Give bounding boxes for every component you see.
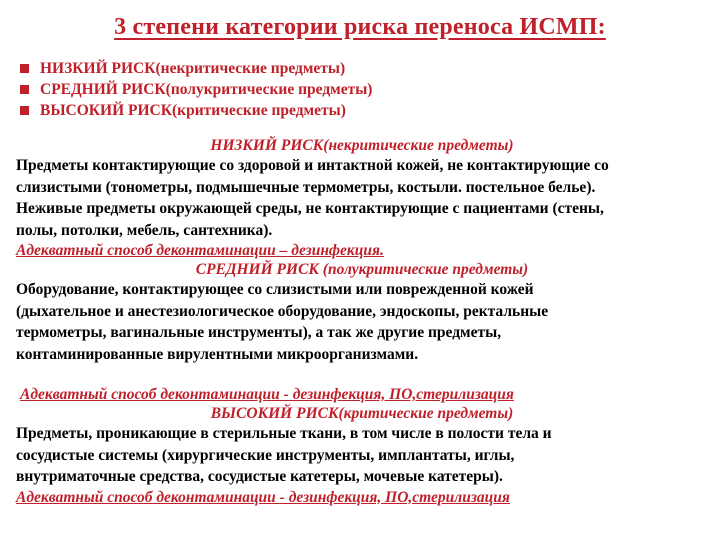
text-line: сосудистые системы (хирургические инструменты, имплантаты, иглы, — [16, 446, 515, 464]
text-line: Предметы, проникающие в стерильные ткани, в том числе в полости тела и — [16, 425, 552, 442]
text-line: термометры, вагинальные инструменты), а так же другие предметы, — [16, 324, 502, 341]
slide-title: 3 степени категории риска переноса ИСМП: — [114, 14, 606, 40]
risk-details — [16, 136, 708, 507]
section-text-medium-risk — [16, 279, 708, 365]
bullet-item-high-risk — [20, 100, 700, 121]
text-line: слизистыми (тонометры, подмышечные термометры, костыли. постельное белье). — [16, 178, 596, 196]
bullet-item-low-risk — [20, 58, 700, 79]
text-line: Неживые предметы окружающей среды, не контактирующие с пациентами (стены, — [16, 200, 604, 217]
section-text-high-risk — [16, 423, 708, 488]
section-heading-low-risk: НИЗКИЙ РИСК(некритические предметы) — [210, 137, 514, 154]
section-heading-medium-risk: СРЕДНИЙ РИСК (полукритические предметы) — [195, 261, 529, 278]
text-line: контаминированные вирулентными микроорганизмами. — [16, 345, 419, 363]
method-text: Адекватный способ деконтаминации - дезинфекция, ПО,стерилизация — [16, 488, 510, 506]
method-text: Адекватный способ деконтаминации – дезинфекция. — [16, 242, 384, 259]
text-line: (дыхательное и анестезиологическое оборудование, эндоскопы, ректальные — [16, 302, 549, 320]
decontamination-method-medium-risk — [16, 385, 708, 404]
section-heading-high-risk: ВЫСОКИЙ РИСК(критические предметы) — [210, 405, 514, 422]
bullet-item-medium-risk — [20, 79, 700, 100]
spacer — [16, 365, 708, 385]
bullet-caps: СРЕДНИЙ РИСК — [40, 80, 166, 98]
bullet-rest: (некритические предметы) — [155, 59, 346, 77]
square-bullet-icon — [20, 106, 29, 115]
square-bullet-icon — [20, 85, 29, 94]
text-line: внутриматочные средства, сосудистые катетеры, мочевые катетеры). — [16, 468, 503, 485]
text-line: Оборудование, контактирующее со слизистыми или поврежденной кожей — [16, 281, 534, 298]
square-bullet-icon — [20, 64, 29, 73]
bullet-caps: НИЗКИЙ РИСК — [40, 59, 156, 77]
bullet-rest: (критические предметы) — [172, 101, 346, 119]
risk-category-list — [20, 58, 700, 121]
decontamination-method-high-risk — [16, 488, 708, 507]
method-text: Адекватный способ деконтаминации - дезинфекция, ПО,стерилизация — [20, 386, 514, 403]
bullet-rest: (полукритические предметы) — [165, 80, 373, 98]
decontamination-method-low-risk — [16, 241, 708, 260]
section-text-low-risk — [16, 155, 708, 241]
text-line: Предметы контактирующие со здоровой и интактной кожей, не контактирующие со — [16, 157, 609, 174]
bullet-caps: ВЫСОКИЙ РИСК — [40, 101, 172, 119]
text-line: полы, потолки, мебель, сантехника). — [16, 221, 273, 239]
